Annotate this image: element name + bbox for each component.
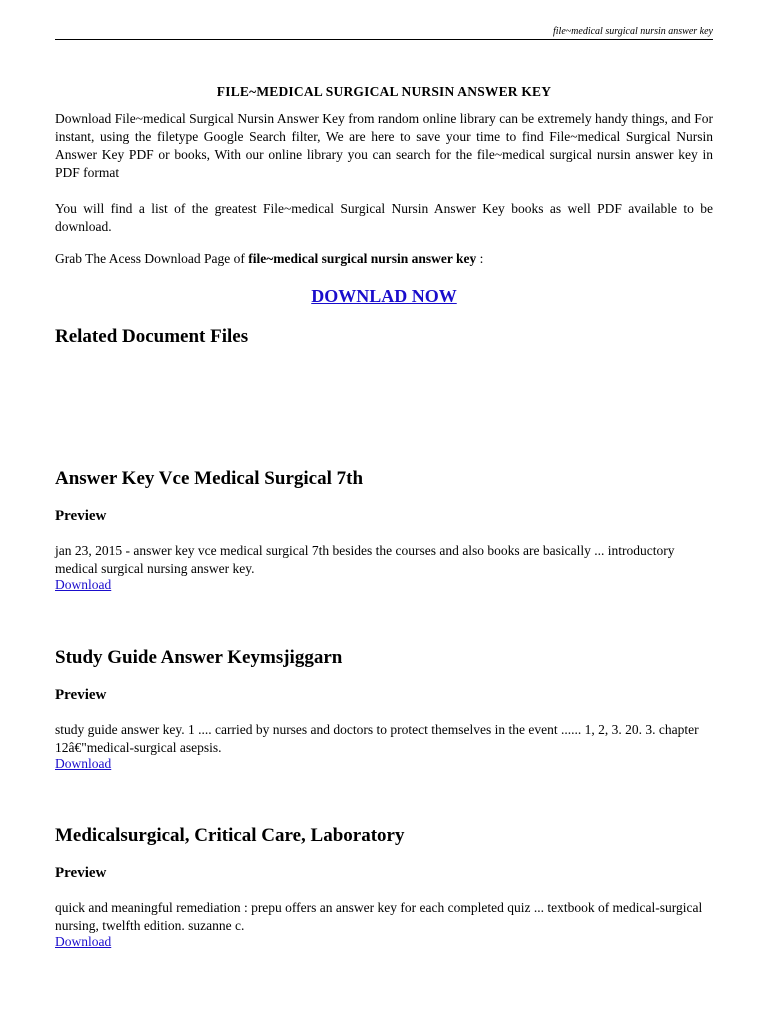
grab-prefix: Grab The Acess Download Page of bbox=[55, 251, 249, 266]
related-documents-heading: Related Document Files bbox=[55, 326, 249, 347]
entry-title: Study Guide Answer Keymsjiggarn bbox=[55, 647, 343, 668]
related-entry bbox=[55, 468, 713, 592]
entry-title: Answer Key Vce Medical Surgical 7th bbox=[55, 468, 364, 489]
intro-paragraph-1: Download File~medical Surgical Nursin Answer Key from random online library can be extremely handy things, and For instant, using the filetype Google Search filter, We are here to save your time to find File~medical Surgical Nursin Answer Key PDF or books, With our online library you can search for the file~medical surgical nursin answer key in PDF format bbox=[55, 111, 713, 180]
entry-snippet: study guide answer key. 1 .... carried by nurses and doctors to protect themselves in the event ...... 1, 2, 3. 20. 3. chapter 12â€"medical-surgical asepsis. bbox=[55, 722, 699, 755]
entry-snippet: jan 23, 2015 - answer key vce medical surgical 7th besides the courses and also books are basically ... introductory medical surgical nursing answer key. bbox=[55, 543, 675, 576]
entry-download-link[interactable]: Download bbox=[55, 577, 112, 592]
running-header-title: file~medical surgical nursin answer key bbox=[552, 26, 713, 37]
preview-label: Preview bbox=[55, 687, 107, 703]
download-now-container bbox=[55, 286, 713, 307]
download-now-link[interactable]: DOWNLAD NOW bbox=[311, 286, 457, 306]
related-entry bbox=[55, 825, 713, 949]
document-title: FILE~MEDICAL SURGICAL NURSIN ANSWER KEY bbox=[216, 84, 552, 99]
entry-download-link[interactable]: Download bbox=[55, 934, 112, 949]
entry-title: Medicalsurgical, Critical Care, Laboratory bbox=[55, 825, 405, 846]
grab-access-line bbox=[55, 250, 713, 268]
related-entry bbox=[55, 647, 713, 771]
running-header bbox=[55, 26, 713, 40]
entry-snippet: quick and meaningful remediation : prepu offers an answer key for each completed quiz ... textbook of medical-surgical nursing, twelfth edition. suzanne c. bbox=[55, 900, 703, 933]
preview-label: Preview bbox=[55, 865, 107, 881]
preview-label: Preview bbox=[55, 508, 107, 524]
entry-download-link[interactable]: Download bbox=[55, 756, 112, 771]
intro-paragraph-2: You will find a list of the greatest File~medical Surgical Nursin Answer Key books as well PDF available to be download. bbox=[55, 201, 713, 234]
grab-keyword: file~medical surgical nursin answer key bbox=[248, 251, 477, 266]
grab-suffix: : bbox=[476, 251, 484, 266]
